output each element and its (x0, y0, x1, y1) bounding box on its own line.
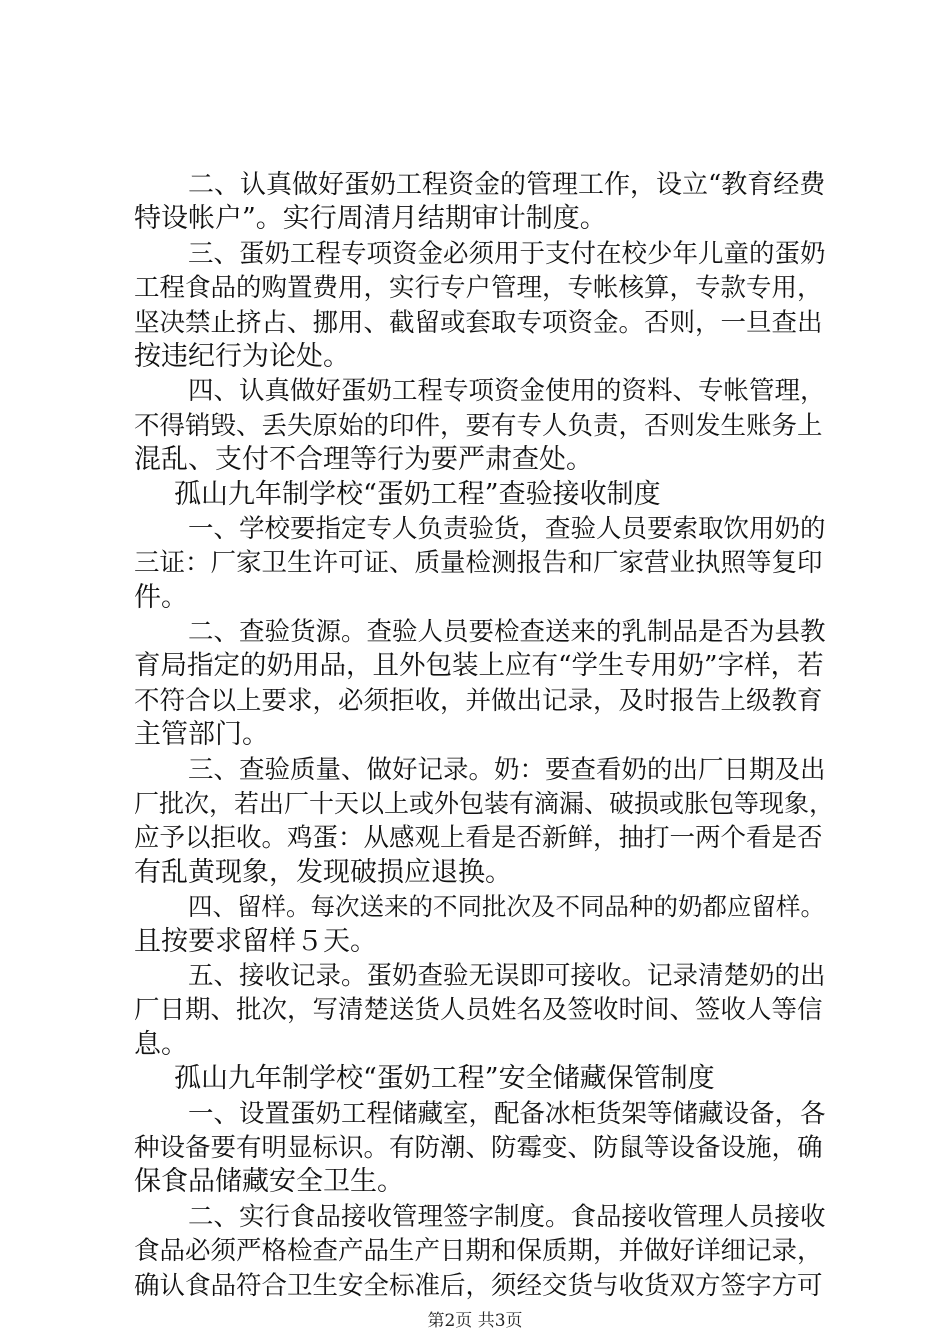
text-line: 特设帐户”。实行周清月结期审计制度。 (134, 203, 607, 235)
text-line: 四、留样。每次送来的不同批次及不同品种的奶都应留样。 (188, 892, 825, 922)
text-line: 三、查验质量、做好记录。奶：要查看奶的出厂日期及出 (188, 754, 826, 785)
text-line: 应予以拒收。鸡蛋：从感观上看是否新鲜，抽打一两个看是否 (134, 823, 823, 854)
text-line: 一、学校要指定专人负责验货，查验人员要索取饮用奶的 (188, 513, 826, 544)
text-line: 三、蛋奶工程专项资金必须用于支付在校少年儿童的蛋奶 (188, 238, 826, 269)
text-line: 工程食品的购置费用，实行专户管理，专帐核算，专款专用， (134, 273, 823, 304)
text-line: 食品必须严格检查产品生产日期和保质期，并做好详细记录， (134, 1236, 823, 1267)
text-line: 按违纪行为论处。 (134, 340, 350, 372)
text-line: 坚决禁止挤占、挪用、截留或套取专项资金。否则，一旦查出 (134, 307, 823, 338)
text-line: 厂日期、批次，写清楚送货人员姓名及签收时间、签收人等信 (134, 995, 823, 1026)
text-line: 混乱、支付不合理等行为要严肃查处。 (134, 444, 593, 476)
text-line: 不得销毁、丢失原始的印件，要有专人负责，否则发生账务上 (134, 410, 823, 441)
page-footer: 第2页 共3页 (427, 1311, 523, 1331)
text-line: 有乱黄现象，发现破损应退换。 (134, 856, 512, 888)
text-line: 确认食品符合卫生安全标准后，须经交货与收货双方签字方可 (134, 1270, 823, 1301)
section-heading: 孤山九年制学校“蛋奶工程”安全储藏保管制度 (174, 1063, 715, 1095)
text-line: 厂批次，若出厂十天以上或外包装有滴漏、破损或胀包等现象， (134, 789, 835, 819)
text-line: 四、认真做好蛋奶工程专项资金使用的资料、专帐管理， (188, 376, 826, 407)
section-heading: 孤山九年制学校“蛋奶工程”查验接收制度 (174, 478, 661, 510)
text-line: 保食品储藏安全卫生。 (134, 1166, 404, 1198)
text-line: 三证：厂家卫生许可证、质量检测报告和厂家营业执照等复印 (134, 548, 823, 579)
text-line: 不符合以上要求，必须拒收，并做出记录，及时报告上级教育 (134, 685, 823, 716)
text-line: 五、接收记录。蛋奶查验无误即可接收。记录清楚奶的出 (188, 960, 826, 991)
document-body (134, 168, 834, 1303)
text-line: 且按要求留样５天。 (134, 925, 377, 957)
text-line: 种设备要有明显标识。有防潮、防霉变、防鼠等设备设施，确 (134, 1132, 823, 1163)
text-line: 息。 (134, 1028, 188, 1060)
text-line: 主管部门。 (134, 719, 269, 751)
text-line: 二、实行食品接收管理签字制度。食品接收管理人员接收 (188, 1201, 826, 1232)
text-line: 二、查验货源。查验人员要检查送来的乳制品是否为县教 (188, 617, 826, 648)
text-line: 件。 (134, 581, 188, 613)
text-line: 一、设置蛋奶工程储藏室，配备冰柜货架等储藏设备，各 (188, 1098, 826, 1129)
text-line: 育局指定的奶用品，且外包装上应有“学生专用奶”字样，若 (134, 650, 824, 682)
text-line: 二、认真做好蛋奶工程资金的管理工作，设立“教育经费 (188, 170, 826, 200)
